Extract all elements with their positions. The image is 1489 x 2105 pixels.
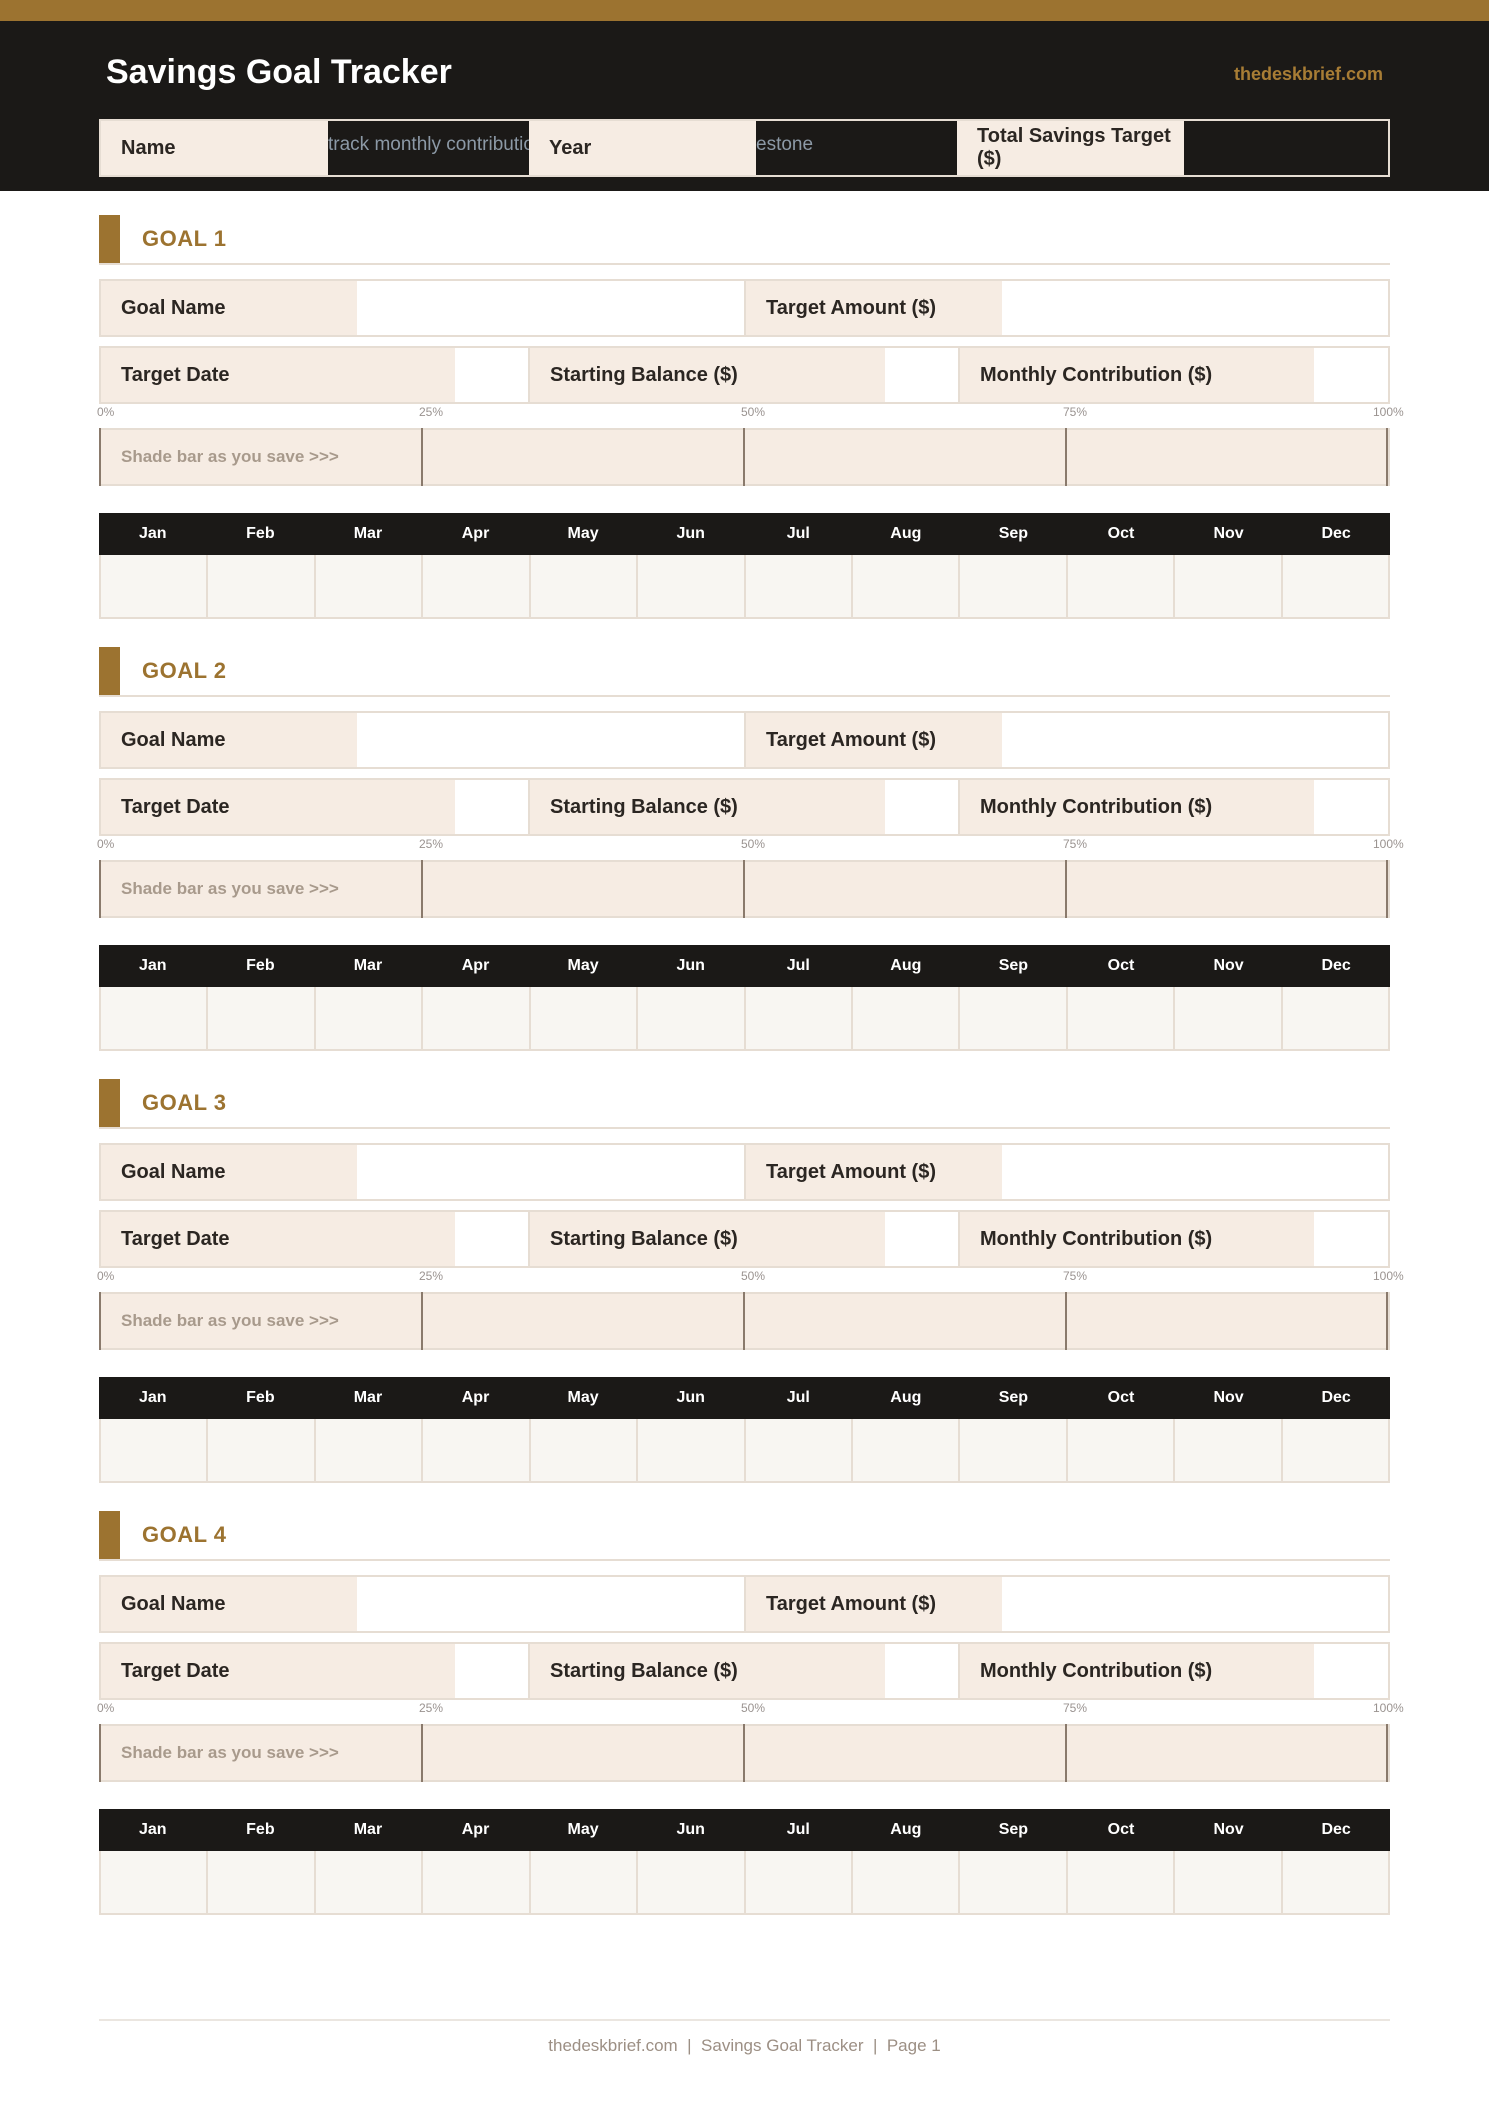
month-cell[interactable]: [853, 1851, 960, 1913]
starting-balance-label: Starting Balance ($): [530, 1212, 885, 1266]
month-header: May: [567, 525, 599, 542]
goal-title: GOAL 1: [142, 226, 227, 251]
month-header: Aug: [890, 525, 922, 542]
percent-mark: 0%: [97, 1701, 115, 1715]
percent-mark: 75%: [1063, 1269, 1088, 1283]
month-cell[interactable]: [1068, 987, 1175, 1049]
percent-mark: 75%: [1063, 837, 1088, 851]
month-cell[interactable]: [1068, 1419, 1175, 1481]
percent-mark: 100%: [1373, 1269, 1404, 1283]
total-target-label: [957, 121, 1184, 175]
progress-divider: [1065, 1292, 1067, 1350]
month-cell[interactable]: [1283, 555, 1388, 617]
target-amount-label: Target Amount ($): [746, 1145, 1002, 1199]
percent-mark: 25%: [419, 1269, 444, 1283]
goal-heading: [99, 1511, 1390, 1561]
shade-hint: Shade bar as you save >>>: [121, 447, 339, 466]
starting-balance-field[interactable]: [885, 348, 960, 402]
monthly-contribution-label: Monthly Contribution ($): [960, 1212, 1314, 1266]
percent-mark: 0%: [97, 405, 115, 419]
month-header: Mar: [353, 1389, 383, 1406]
month-header: Oct: [1107, 525, 1135, 542]
goal-row-1: [99, 279, 1390, 337]
month-header: May: [567, 1389, 599, 1406]
target-amount-label: Target Amount ($): [746, 713, 1002, 767]
month-header: Sep: [998, 525, 1029, 542]
percent-mark: 50%: [741, 837, 766, 851]
target-date-field[interactable]: [455, 1644, 530, 1698]
progress-divider: [743, 428, 745, 486]
starting-balance-field[interactable]: [885, 1644, 960, 1698]
month-header: May: [567, 957, 599, 974]
year-label: Year: [529, 121, 756, 175]
month-cell[interactable]: [960, 1851, 1067, 1913]
month-cell[interactable]: [208, 555, 315, 617]
month-cell[interactable]: [1175, 1851, 1282, 1913]
percent-mark: 75%: [1063, 405, 1088, 419]
target-amount-field[interactable]: [1002, 713, 1388, 767]
target-date-label: Target Date: [101, 1212, 455, 1266]
month-header: Jan: [139, 1389, 167, 1406]
goal-row-2: [99, 346, 1390, 404]
shade-hint: Shade bar as you save >>>: [121, 1743, 339, 1762]
month-cell[interactable]: [531, 987, 638, 1049]
month-header: Jun: [676, 1821, 705, 1838]
monthly-contribution-field[interactable]: [1314, 780, 1388, 834]
target-amount-label: Target Amount ($): [746, 281, 1002, 335]
progress-divider: [421, 428, 423, 486]
month-header: Feb: [246, 957, 275, 974]
progress-bar[interactable]: [99, 1724, 1390, 1782]
month-header: Sep: [998, 957, 1029, 974]
month-cell[interactable]: [638, 987, 745, 1049]
site-name: thedeskbrief.com: [1233, 64, 1383, 84]
month-header: Dec: [1321, 1821, 1351, 1838]
goal-heading: [99, 215, 1390, 265]
month-cell[interactable]: [746, 1851, 853, 1913]
month-cell[interactable]: [101, 555, 208, 617]
month-header: Sep: [998, 1389, 1029, 1406]
month-header: Nov: [1213, 1389, 1244, 1406]
percent-mark: 50%: [741, 405, 766, 419]
footer-divider: [99, 2019, 1390, 2021]
target-amount-field[interactable]: [1002, 281, 1388, 335]
month-header: Oct: [1107, 1389, 1135, 1406]
percent-mark: 100%: [1373, 405, 1404, 419]
month-header: Aug: [890, 957, 922, 974]
total-target-field[interactable]: [1184, 121, 1388, 175]
month-cell[interactable]: [208, 1419, 315, 1481]
goal-marker: [99, 647, 120, 695]
month-header: Feb: [246, 1389, 275, 1406]
goal-row-1: [99, 711, 1390, 769]
goal-row-1: [99, 1575, 1390, 1633]
progress-divider: [421, 1292, 423, 1350]
starting-balance-label: Starting Balance ($): [530, 348, 885, 402]
month-header: Sep: [998, 1821, 1029, 1838]
month-header: Dec: [1321, 525, 1351, 542]
monthly-contribution-label: Monthly Contribution ($): [960, 780, 1314, 834]
month-header: Aug: [890, 1821, 922, 1838]
progress-divider: [1065, 1724, 1067, 1782]
month-header: Jun: [676, 957, 705, 974]
month-cell[interactable]: [423, 1419, 530, 1481]
month-cell[interactable]: [1283, 987, 1388, 1049]
month-header: Jul: [786, 957, 810, 974]
total-target-label-text: Total Savings Target ($): [977, 125, 1171, 170]
month-cell[interactable]: [1283, 1851, 1388, 1913]
month-header: Jul: [786, 525, 810, 542]
top-accent-bar: [0, 0, 1489, 21]
month-cell[interactable]: [531, 1851, 638, 1913]
progress-divider: [99, 1724, 101, 1782]
starting-balance-label: Starting Balance ($): [530, 1644, 885, 1698]
month-header: Nov: [1213, 1821, 1244, 1838]
percent-mark: 0%: [97, 837, 115, 851]
month-cell[interactable]: [853, 987, 960, 1049]
target-date-field[interactable]: [455, 1212, 530, 1266]
goal-row-2: [99, 778, 1390, 836]
progress-bar[interactable]: [99, 1292, 1390, 1350]
month-cells-row: [99, 1851, 1390, 1915]
month-header: Jan: [139, 957, 167, 974]
goal-title: GOAL 2: [142, 658, 227, 683]
month-header: Feb: [246, 1821, 275, 1838]
month-cells-row: [99, 555, 1390, 619]
target-date-label: Target Date: [101, 1644, 455, 1698]
progress-divider: [99, 1292, 101, 1350]
month-header-row: [99, 513, 1390, 555]
target-date-field[interactable]: [455, 780, 530, 834]
progress-divider: [421, 860, 423, 918]
month-cell[interactable]: [1283, 1419, 1388, 1481]
shade-hint: Shade bar as you save >>>: [121, 879, 339, 898]
goal-name-label: Goal Name: [101, 1577, 357, 1631]
month-header: Nov: [1213, 957, 1244, 974]
month-cell[interactable]: [423, 987, 530, 1049]
month-cell[interactable]: [1175, 555, 1282, 617]
month-header: Apr: [461, 1821, 490, 1838]
goal-name-label: Goal Name: [101, 713, 357, 767]
progress-divider: [1386, 860, 1388, 918]
month-cell[interactable]: [208, 1851, 315, 1913]
target-date-label: Target Date: [101, 780, 455, 834]
month-cell[interactable]: [531, 1419, 638, 1481]
month-cell[interactable]: [1068, 1851, 1175, 1913]
goal-name-label: Goal Name: [101, 281, 357, 335]
target-date-field[interactable]: [455, 348, 530, 402]
target-amount-label: Target Amount ($): [746, 1577, 1002, 1631]
month-cell[interactable]: [316, 1851, 423, 1913]
month-cell[interactable]: [638, 555, 745, 617]
month-cell[interactable]: [853, 1419, 960, 1481]
page-title: Savings Goal Tracker: [106, 53, 452, 91]
month-cell[interactable]: [1068, 555, 1175, 617]
month-cell[interactable]: [853, 555, 960, 617]
shade-hint: Shade bar as you save >>>: [121, 1311, 339, 1330]
month-header: Jan: [139, 525, 167, 542]
month-header: Mar: [353, 525, 383, 542]
percent-mark: 25%: [419, 837, 444, 851]
progress-divider: [1386, 1724, 1388, 1782]
percent-mark: 25%: [419, 1701, 444, 1715]
goal-name-field[interactable]: [357, 713, 746, 767]
info-row: [99, 119, 1390, 177]
month-cell[interactable]: [101, 987, 208, 1049]
month-cell[interactable]: [960, 987, 1067, 1049]
monthly-contribution-label: Monthly Contribution ($): [960, 348, 1314, 402]
month-header: Feb: [246, 525, 275, 542]
month-cell[interactable]: [638, 1419, 745, 1481]
month-header: Mar: [353, 1821, 383, 1838]
month-header: Oct: [1107, 1821, 1135, 1838]
progress-divider: [743, 1724, 745, 1782]
starting-balance-label: Starting Balance ($): [530, 780, 885, 834]
month-cell[interactable]: [316, 987, 423, 1049]
month-header: Apr: [461, 1389, 490, 1406]
progress-divider: [1065, 428, 1067, 486]
month-header-row: [99, 945, 1390, 987]
month-header: Aug: [890, 1389, 922, 1406]
month-cell[interactable]: [316, 555, 423, 617]
month-cell[interactable]: [960, 1419, 1067, 1481]
month-cell[interactable]: [316, 1419, 423, 1481]
goal-name-field[interactable]: [357, 1145, 746, 1199]
goal-name-field[interactable]: [357, 281, 746, 335]
goal-row-1: [99, 1143, 1390, 1201]
percent-mark: 100%: [1373, 837, 1404, 851]
progress-divider: [1065, 860, 1067, 918]
goal-marker: [99, 215, 120, 263]
progress-divider: [99, 428, 101, 486]
month-cell[interactable]: [208, 987, 315, 1049]
month-header: Mar: [353, 957, 383, 974]
month-cell[interactable]: [746, 1419, 853, 1481]
percent-mark: 50%: [741, 1701, 766, 1715]
percent-mark: 100%: [1373, 1701, 1404, 1715]
month-header: Dec: [1321, 957, 1351, 974]
goal-marker: [99, 1511, 120, 1559]
month-cell[interactable]: [1175, 1419, 1282, 1481]
footer: thedeskbrief.com | Savings Goal Tracker | Page 1: [548, 2036, 941, 2055]
percent-mark: 25%: [419, 405, 444, 419]
goal-title: GOAL 3: [142, 1090, 227, 1115]
name-input[interactable]: [328, 134, 529, 156]
progress-divider: [743, 860, 745, 918]
month-header: Dec: [1321, 1389, 1351, 1406]
month-cell[interactable]: [101, 1419, 208, 1481]
monthly-contribution-label: Monthly Contribution ($): [960, 1644, 1314, 1698]
month-header: Jun: [676, 525, 705, 542]
monthly-contribution-field[interactable]: [1314, 348, 1388, 402]
percent-mark: 0%: [97, 1269, 115, 1283]
percent-mark: 75%: [1063, 1701, 1088, 1715]
progress-divider: [743, 1292, 745, 1350]
goal-title: GOAL 4: [142, 1522, 227, 1547]
progress-divider: [1386, 1292, 1388, 1350]
progress-bar[interactable]: [99, 860, 1390, 918]
starting-balance-field[interactable]: [885, 1212, 960, 1266]
month-cell[interactable]: [960, 555, 1067, 617]
progress-bar[interactable]: [99, 428, 1390, 486]
goal-name-label: Goal Name: [101, 1145, 357, 1199]
year-input[interactable]: [756, 134, 957, 156]
month-header: Apr: [461, 525, 490, 542]
month-header: Apr: [461, 957, 490, 974]
year-field[interactable]: [756, 121, 957, 175]
target-amount-field[interactable]: [1002, 1577, 1388, 1631]
goal-marker: [99, 1079, 120, 1127]
goal-row-2: [99, 1642, 1390, 1700]
month-cell[interactable]: [746, 555, 853, 617]
month-cell[interactable]: [1175, 987, 1282, 1049]
month-cell[interactable]: [101, 1851, 208, 1913]
name-field[interactable]: [328, 121, 529, 175]
month-header: Nov: [1213, 525, 1244, 542]
month-header-row: [99, 1809, 1390, 1851]
month-header-row: [99, 1377, 1390, 1419]
starting-balance-field[interactable]: [885, 780, 960, 834]
month-header: Jul: [786, 1821, 810, 1838]
monthly-contribution-field[interactable]: [1314, 1644, 1388, 1698]
target-date-label: Target Date: [101, 348, 455, 402]
goal-heading: [99, 1079, 1390, 1129]
month-cells-row: [99, 1419, 1390, 1483]
month-header: Jun: [676, 1389, 705, 1406]
progress-divider: [99, 860, 101, 918]
percent-mark: 50%: [741, 1269, 766, 1283]
month-header: Jan: [139, 1821, 167, 1838]
month-header: Jul: [786, 1389, 810, 1406]
goal-heading: [99, 647, 1390, 697]
month-cell[interactable]: [531, 555, 638, 617]
month-header: Oct: [1107, 957, 1135, 974]
month-cell[interactable]: [638, 1851, 745, 1913]
month-cell[interactable]: [423, 1851, 530, 1913]
monthly-contribution-field[interactable]: [1314, 1212, 1388, 1266]
target-amount-field[interactable]: [1002, 1145, 1388, 1199]
name-label: Name: [101, 121, 328, 175]
month-header: May: [567, 1821, 599, 1838]
progress-divider: [1386, 428, 1388, 486]
progress-divider: [421, 1724, 423, 1782]
month-cell[interactable]: [746, 987, 853, 1049]
month-cells-row: [99, 987, 1390, 1051]
goal-row-2: [99, 1210, 1390, 1268]
goal-name-field[interactable]: [357, 1577, 746, 1631]
month-cell[interactable]: [423, 555, 530, 617]
